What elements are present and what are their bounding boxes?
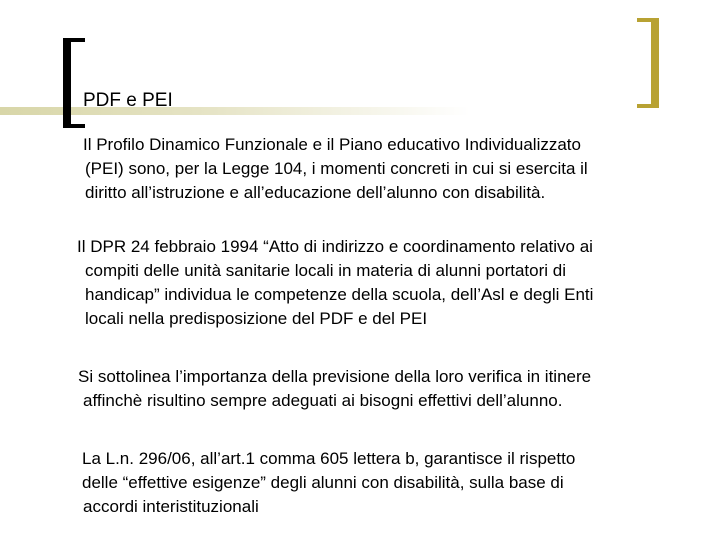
paragraph-line: Si sottolinea l’importanza della previsione della loro verifica in itinere <box>78 367 592 386</box>
paragraph-line: handicap” individua le competenze della scuola, dell’Asl e degli Enti <box>85 285 594 304</box>
slide-title: PDF e PEI <box>83 90 173 111</box>
paragraph-line: diritto all’istruzione e all’educazione dell’alunno con disabilità. <box>85 183 546 202</box>
paragraph-line: Il DPR 24 febbraio 1994 “Atto di indirizzo e coordinamento relativo ai <box>77 237 593 256</box>
paragraph-2 <box>77 235 593 331</box>
paragraph-line: (PEI) sono, per la Legge 104, i momenti concreti in cui si esercita il <box>85 159 588 178</box>
paragraph-line: affinchè risultino sempre adeguati ai bisogni effettivi dell’alunno. <box>83 391 563 410</box>
right-bracket-bottom <box>637 104 659 108</box>
paragraph-1 <box>83 133 588 205</box>
left-bracket-bottom <box>63 124 85 128</box>
right-bracket-stem <box>651 18 659 108</box>
paragraph-4 <box>82 447 575 519</box>
left-bracket-stem <box>63 38 71 128</box>
paragraph-line: La L.n. 296/06, all’art.1 comma 605 lettera b, garantisce il rispetto <box>82 449 576 468</box>
paragraph-line: locali nella predisposizione del PDF e del PEI <box>85 309 428 328</box>
right-bracket-top <box>637 18 659 22</box>
paragraph-line: Il Profilo Dinamico Funzionale e il Piano educativo Individualizzato <box>83 135 581 154</box>
paragraph-line: accordi interistituzionali <box>83 497 259 516</box>
left-bracket-top <box>63 38 85 42</box>
paragraph-line: compiti delle unità sanitarie locali in materia di alunni portatori di <box>85 261 566 280</box>
paragraph-3 <box>78 365 591 413</box>
paragraph-line: delle “effettive esigenze” degli alunni con disabilità, sulla base di <box>82 473 564 492</box>
